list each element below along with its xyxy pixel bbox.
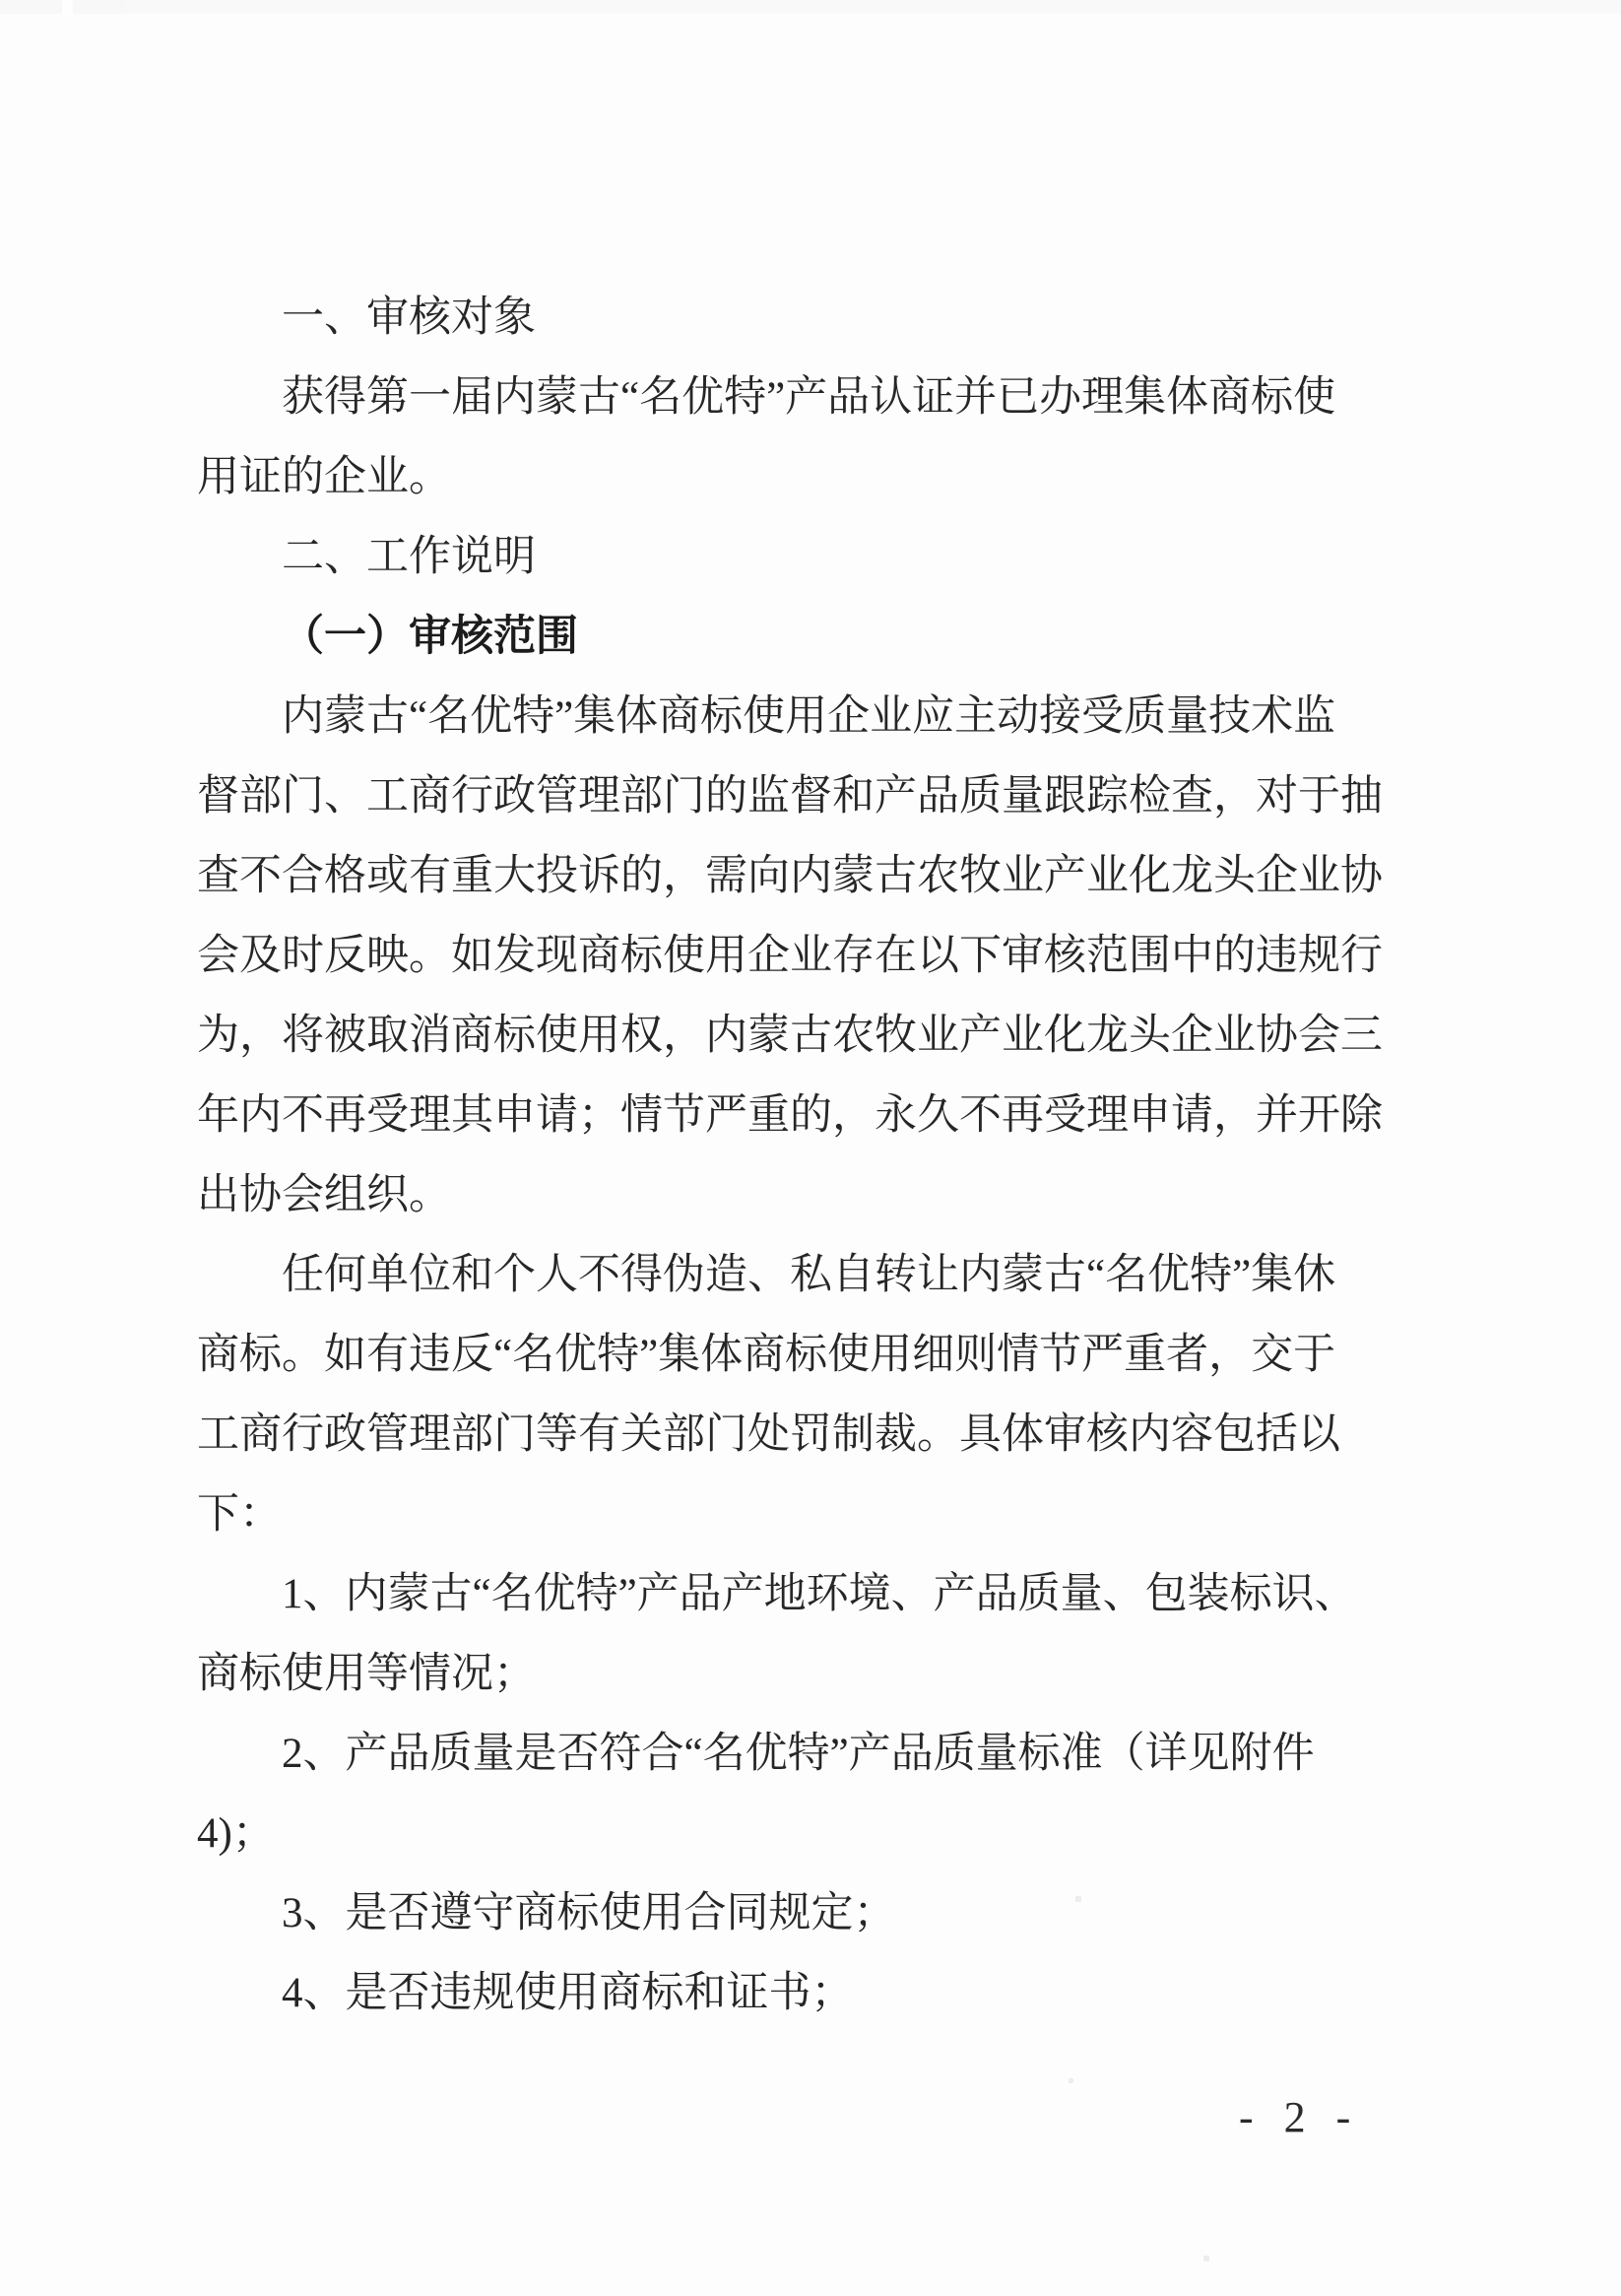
text-line: 工商行政管理部门等有关部门处罚制裁。具体审核内容包括以 <box>197 1411 1340 1458</box>
text-line: 获得第一届内蒙古“名优特”产品认证并已办理集体商标使 <box>282 374 1336 421</box>
text-line: 任何单位和个人不得伪造、私自转让内蒙古“名优特”集休 <box>282 1252 1336 1298</box>
text-line: 内蒙古“名优特”集体商标使用企业应主动接受质量技术监 <box>282 693 1336 740</box>
text-line: 为，将被取消商标使用权，内蒙古农牧业产业化龙头企业协会三 <box>197 1013 1383 1059</box>
text-line: （一）审核范围 <box>282 614 578 660</box>
text-line: 督部门、工商行政管理部门的监督和产品质量跟踪检查，对于抽 <box>197 773 1383 820</box>
text-line: 商标。如有违反“名优特”集体商标使用细则情节严重者，交于 <box>197 1332 1336 1378</box>
text-line: 用证的企业。 <box>197 454 451 500</box>
text-line: 查不合格或有重大投诉的，需向内蒙古农牧业产业化龙头企业协 <box>197 853 1383 899</box>
text-line: 年内不再受理其申请；情节严重的，永久不再受理申请，并开除 <box>197 1092 1383 1139</box>
text-line: 3、是否遵守商标使用合同规定； <box>282 1890 896 1936</box>
text-line: 二、工作说明 <box>282 534 536 580</box>
text-line: 出协会组织。 <box>197 1172 451 1218</box>
text-line: 下： <box>197 1491 282 1538</box>
scan-edge-notch <box>62 0 73 14</box>
document-body <box>197 278 1391 2033</box>
scan-edge-band <box>0 0 1621 14</box>
text-line: 一、审核对象 <box>282 295 536 341</box>
page-number: - 2 - <box>1239 2093 1361 2141</box>
scan-speck <box>1069 2078 1073 2083</box>
text-line: 1、内蒙古“名优特”产品产地环境、产品质量、包装标识、 <box>282 1571 1357 1617</box>
text-line: 2、产品质量是否符合“名优特”产品质量标准（详见附件 <box>282 1731 1315 1777</box>
text-line: 商标使用等情况； <box>197 1651 536 1697</box>
text-line: 4)； <box>197 1810 275 1857</box>
scan-speck <box>1203 2256 1209 2262</box>
text-line: 4、是否违规使用商标和证书； <box>282 1970 854 2016</box>
text-line: 会及时反映。如发现商标使用企业存在以下审核范围中的违规行 <box>197 933 1383 979</box>
